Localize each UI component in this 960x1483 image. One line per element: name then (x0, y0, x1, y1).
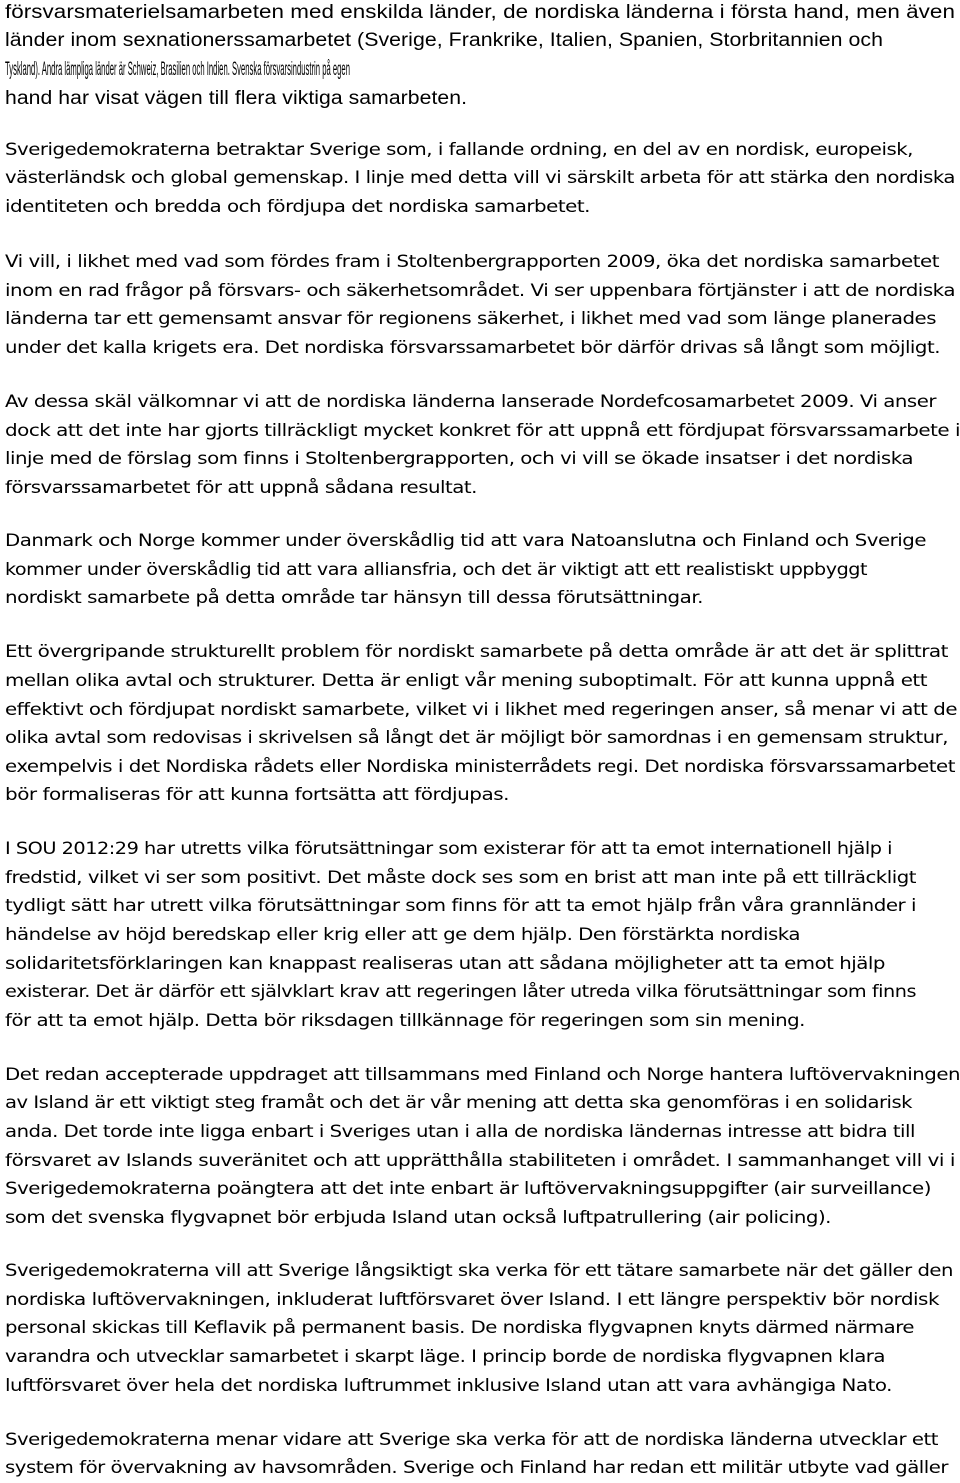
text-line: länderna tar ett gemensamt ansvar för regionens säkerhet, i likhet med vad som länge planerades (5, 309, 936, 329)
text-line: Sverigedemokraterna vill att Sverige långsiktigt ska verka för ett tätare samarbete när det gäller den (5, 1261, 953, 1281)
text-line: Sverigedemokraterna menar vidare att Sverige ska verka för att de nordiska länderna utvecklar ett (5, 1430, 938, 1450)
text-line: Av dessa skäl välkomnar vi att de nordiska länderna lanserade Nordefcosamarbetet 2009. Vi anser (5, 392, 936, 412)
text-line: kommer under överskådlig tid att vara alliansfria, och det är viktigt att ett realistiskt uppbyggt (5, 560, 868, 580)
text-line: Ett övergripande strukturellt problem för nordiskt samarbete på detta område är att det är splittrat (5, 642, 949, 662)
text-line: Danmark och Norge kommer under överskådlig tid att vara Natoanslutna och Finland och Sverige (5, 531, 927, 551)
text-line: länder inom sexnationerssamarbetet (Sverige, Frankrike, Italien, Spanien, Storbritannien och (5, 30, 884, 51)
text-line: luftförsvaret över hela det nordiska luftrummet inklusive Island utan att vara avhängiga Nato. (5, 1376, 892, 1396)
text-line: bör formaliseras för att kunna fortsätta att fördjupas. (5, 785, 510, 805)
text-line: I SOU 2012:29 har utretts vilka förutsättningar som existerar för att ta emot internationell hjälp i (5, 839, 893, 859)
text-line: av Island är ett viktigt steg framåt och det är vår mening att detta ska genomföras i en solidarisk (5, 1093, 913, 1113)
text-line: för att ta emot hjälp. Detta bör riksdagen tillkännage för regeringen som sin mening. (5, 1011, 805, 1031)
text-line: anda. Det torde inte ligga enbart i Sveriges utan i alla de nordiska ländernas intresse att bidra till (5, 1122, 915, 1142)
text-line: existerar. Det är därför ett självklart krav att regeringen låter utreda vilka förutsättningar som finns (5, 982, 917, 1002)
text-line: olika avtal som redovisas i skrivelsen så långt det är möjligt bör samordnas i en gemensam struktur, (5, 728, 949, 748)
text-line: försvarssamarbetet för att uppnå sådana resultat. (5, 478, 477, 498)
text-line (5, 55, 862, 84)
text-line: händelse av höjd beredskap eller krig eller att ge dem hjälp. Den förstärkta nordiska (5, 925, 800, 945)
text-line: nordiska luftövervakningen, inkluderat luftförsvaret över Island. I ett längre perspektiv bör nordisk (5, 1290, 940, 1310)
text-line: solidaritetsförklaringen kan knappast realiseras utan att sådana möjligheter att ta emot hjälp (5, 954, 885, 974)
text-line: inom en rad frågor på försvars- och säkerhetsområdet. Vi ser uppenbara förtjänster i att de nordiska (5, 281, 955, 301)
text-line: nordiskt samarbete på detta område tar hänsyn till dessa förutsättningar. (5, 588, 703, 608)
text-line: Det redan accepterade uppdraget att tillsammans med Finland och Norge hantera luftövervakningen (5, 1065, 960, 1085)
text-line: Vi vill, i likhet med vad som fördes fram i Stoltenbergrapporten 2009, öka det nordiska samarbetet (5, 252, 940, 272)
text-line: dock att det inte har gjorts tillräckligt mycket konkret för att uppnå ett fördjupat försvarssamarbete i (5, 421, 960, 441)
text-line: försvarsmaterielsamarbeten med enskilda länder, de nordiska länderna i första hand, men även (5, 2, 955, 23)
text-line: försvaret av Islands suveränitet och att upprätthålla stabiliteten i området. I sammanhanget vill vi i (5, 1151, 955, 1171)
text-line: mellan olika avtal och strukturer. Detta är enligt vår mening suboptimalt. För att kunna uppnå ett (5, 671, 928, 691)
text-line: personal skickas till Keflavik på permanent basis. De nordiska flygvapnen knyts därmed närmare (5, 1318, 915, 1338)
text-line: linje med de förslag som finns i Stoltenbergrapporten, och vi vill se ökade insatser i det nordiska (5, 449, 913, 469)
text-line: system för övervakning av havsområden. Sverige och Finland har redan ett militär utbyte vad gäller (5, 1458, 949, 1478)
text-line: under det kalla krigets era. Det nordiska försvarssamarbetet bör därför drivas så långt som möjligt. (5, 338, 940, 358)
text-line: hand har visat vägen till flera viktiga samarbeten. (5, 88, 468, 109)
text-line: varandra och utvecklar samarbetet i skarpt läge. I princip borde de nordiska flygvapnen klara (5, 1347, 886, 1367)
text-line: Sverigedemokraterna poängtera att det inte enbart är luftövervakningsuppgifter (air surveillance) (5, 1179, 931, 1199)
text-segment: Tyskland). Andra lämpliga länder är Schweiz, Brasilien och Indien. Svenska försvarsindustrin på egen (5, 59, 350, 80)
text-line: som det svenska flygvapnet bör erbjuda Island utan också luftpatrullering (air policing). (5, 1208, 831, 1228)
text-line: exempelvis i det Nordiska rådets eller Nordiska ministerrådets regi. Det nordiska försvarssamarbetet (5, 757, 955, 777)
text-line: fredstid, vilket vi ser som positivt. Det måste dock ses som en brist att man inte på ett tillräckligt (5, 868, 916, 888)
text-line: tydligt sätt har utrett vilka förutsättningar som finns för att ta emot hjälp från våra grannländer i (5, 896, 917, 916)
text-line: identiteten och bredda och fördjupa det nordiska samarbetet. (5, 197, 591, 217)
text-line: västerländsk och global gemenskap. I linje med detta vill vi särskilt arbeta för att stärka den nordiska (5, 168, 956, 188)
text-line: Sverigedemokraterna betraktar Sverige som, i fallande ordning, en del av en nordisk, europeisk, (5, 140, 913, 160)
text-line: effektivt och fördjupat nordiskt samarbete, vilket vi i likhet med regeringen anser, så menar vi att de (5, 700, 958, 720)
